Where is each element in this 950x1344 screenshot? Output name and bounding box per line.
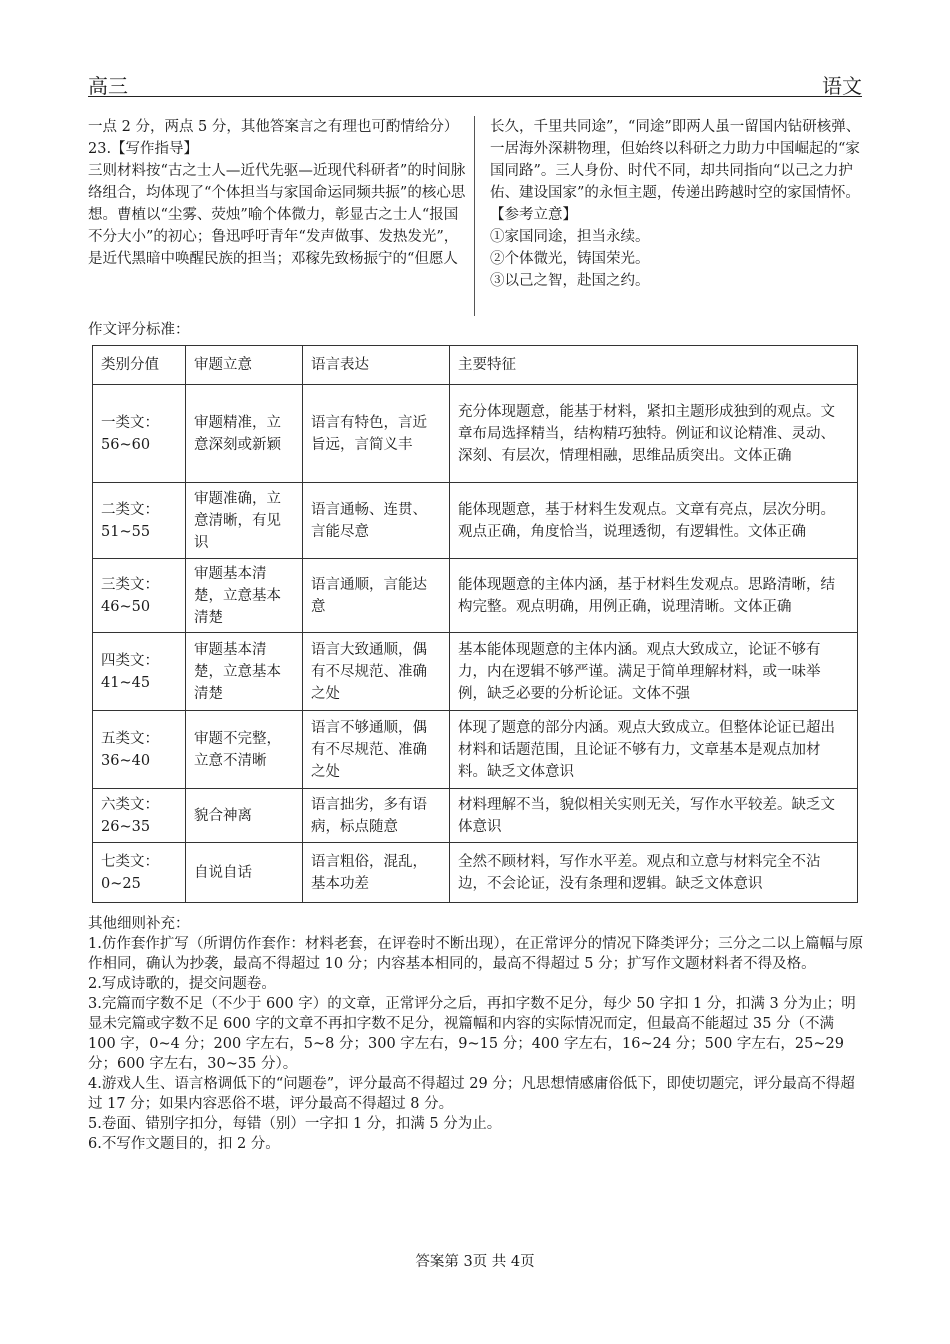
table-cell: 审题基本清楚，立意基本清楚	[186, 559, 303, 633]
table-cell: 充分体现题意，能基于材料，紧扣主题形成独到的观点。文章布局选择精当，结构精巧独特。例证和议论精准、灵动、深刻、有层次，情理相融，思维品质突出。文体正确	[450, 385, 858, 483]
table-cell: 语言通畅、连贯、言能尽意	[303, 483, 450, 559]
paragraph: 一点 2 分，两点 5 分，其他答案言之有理也可酌情给分）	[88, 119, 459, 135]
table-cell: 审题基本清楚，立意基本清楚	[186, 633, 303, 711]
page-footer: 答案第 3页 共 4页	[415, 1254, 535, 1270]
table-cell: 二类文：51~55	[93, 483, 186, 559]
table-cell: 体现了题意的部分内涵。观点大致成立。但整体论证已超出材料和话题范围，且论证不够有力，文章基本是观点加材料。缺乏文体意识	[450, 711, 858, 789]
table-cell: 语言大致通顺，偶有不尽规范、准确之处	[303, 633, 450, 711]
table-row	[93, 843, 858, 903]
column-header: 语言表达	[303, 346, 450, 385]
rules-heading: 其他细则补充：	[88, 916, 190, 932]
table-caption: 作文评分标准：	[88, 322, 190, 338]
section-heading: 23.【写作指导】	[88, 141, 199, 157]
table-cell: 语言通顺，言能达意	[303, 559, 450, 633]
rule-item: 3.完篇而字数不足（不少于 600 字）的文章，正常评分之后，再扣字数不足分，每少 50 字扣 1 分，扣满 3 分为止；明显未完篇或字数不足 600 字的文章不再扣字数不足分，视篇幅和内容的实际情况而定，但最高不能超过 35 分（不满 100 字，0~4 分；200 字左右，5~8 分；300 字左右，9~15 分；400 字左右，16~24 分；500 字左右，25~29 分；600 字左右，30~35 分）。	[88, 996, 856, 1072]
table-cell: 能体现题意，基于材料生发观点。文章有亮点，层次分明。观点正确，角度恰当，说理透彻，有逻辑性。文体正确	[450, 483, 858, 559]
table-cell: 貌合神离	[186, 789, 303, 843]
table-row	[93, 483, 858, 559]
paragraph: 长久，千里共同途”，“同途”即两人虽一留国内钻研核弹、一居海外深耕物理，但始终以科研之力助力中国崛起的“家国同路”。三人身份、时代不同，却共同指向“以己之力护佑、建设国家”的永恒主题，传递出跨越时空的家国情怀。	[490, 119, 861, 201]
rule-item: 1.仿作套作扩写（所谓仿作套作：材料老套，在评卷时不断出现），在正常评分的情况下降类评分；三分之二以上篇幅与原作相同，确认为抄袭，最高不得超过 10 分；内容基本相同的，最高不得超过 5 分；扩写作文题材料者不得及格。	[88, 936, 864, 972]
table-cell: 四类文：41~45	[93, 633, 186, 711]
header-rule	[88, 96, 862, 97]
left-column	[88, 116, 468, 270]
table-row	[93, 559, 858, 633]
table-cell: 三类文：46~50	[93, 559, 186, 633]
table-cell: 自说自话	[186, 843, 303, 903]
table-cell: 全然不顾材料，写作水平差。观点和立意与材料完全不沾边，不会论证，没有条理和逻辑。缺乏文体意识	[450, 843, 858, 903]
right-column	[490, 116, 862, 292]
table-cell: 六类文：26~35	[93, 789, 186, 843]
table-cell: 基本能体现题意的主体内涵。观点大致成立，论证不够有力，内在逻辑不够严谨。满足于简单理解材料，或一味举例，缺乏必要的分析论证。文体不强	[450, 633, 858, 711]
table-cell: 审题准确，立意清晰，有见识	[186, 483, 303, 559]
table-cell: 语言有特色，言近旨远，言简义丰	[303, 385, 450, 483]
table-cell: 语言粗俗，混乱，基本功差	[303, 843, 450, 903]
table-cell: 语言拙劣，多有语病，标点随意	[303, 789, 450, 843]
table-row	[93, 789, 858, 843]
two-column-section	[88, 116, 862, 316]
table-cell: 一类文：56~60	[93, 385, 186, 483]
table-cell: 语言不够通顺，偶有不尽规范、准确之处	[303, 711, 450, 789]
section-heading: 【参考立意】	[490, 207, 577, 223]
page-header	[88, 66, 862, 98]
table-row	[93, 385, 858, 483]
grading-table	[92, 345, 858, 903]
table-cell: 审题精准，立意深刻或新颖	[186, 385, 303, 483]
column-header: 类别分值	[93, 346, 186, 385]
table-row	[93, 711, 858, 789]
table-header-row	[93, 346, 858, 385]
list-item: ②个体微光，铸国荣光。	[490, 251, 650, 267]
rule-item: 5.卷面、错别字扣分，每错（别）一字扣 1 分，扣满 5 分为止。	[88, 1116, 502, 1132]
grade-label: 高三	[88, 74, 128, 98]
table-cell: 五类文：36~40	[93, 711, 186, 789]
table-cell: 审题不完整，立意不清晰	[186, 711, 303, 789]
list-item: ①家国同途，担当永续。	[490, 229, 650, 245]
table-cell: 材料理解不当，貌似相关实则无关，写作水平较差。缺乏文体意识	[450, 789, 858, 843]
paragraph: 三则材料按“古之士人—近代先驱—近现代科研者”的时间脉络组合，均体现了“个体担当与家国命运同频共振”的核心思想。曹植以“尘雾、荧烛”喻个体微力，彰显古之士人“报国不分大小”的初心；鲁迅呼吁青年“发声做事、发热发光”，是近代黑暗中唤醒民族的担当；邓稼先致杨振宁的“但愿人	[88, 163, 466, 267]
rule-item: 6.不写作文题目的，扣 2 分。	[88, 1136, 280, 1152]
table-cell: 能体现题意的主体内涵，基于材料生发观点。思路清晰，结构完整。观点明确，用例正确，说理清晰。文体正确	[450, 559, 858, 633]
table-row	[93, 633, 858, 711]
column-divider	[474, 116, 475, 316]
column-header: 主要特征	[450, 346, 858, 385]
subject-label: 语文	[822, 74, 862, 98]
list-item: ③以己之智，赴国之约。	[490, 273, 650, 289]
rule-item: 4.游戏人生、语言格调低下的“问题卷”，评分最高不得超过 29 分；凡思想情感庸俗低下，即使切题完，评分最高不得超过 17 分；如果内容恶俗不堪，评分最高不得超过 8 分。	[88, 1076, 855, 1112]
column-header: 审题立意	[186, 346, 303, 385]
rule-item: 2.写成诗歌的，提交问题卷。	[88, 976, 276, 992]
supplementary-rules	[88, 914, 864, 1154]
table-cell: 七类文：0~25	[93, 843, 186, 903]
